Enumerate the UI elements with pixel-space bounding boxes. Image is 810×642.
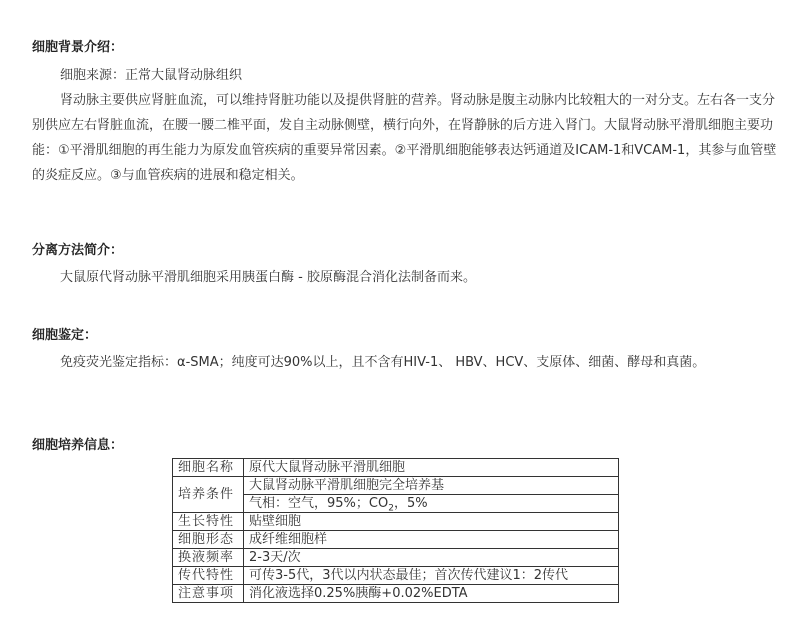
cell-source-text: 细胞来源：正常大鼠肾动脉组织 bbox=[60, 68, 243, 83]
table-row bbox=[173, 567, 619, 585]
gas-suffix: ，5% bbox=[393, 496, 428, 511]
row-label-conditions: 培养条件 bbox=[173, 477, 244, 513]
row-value-growth: 贴壁细胞 bbox=[244, 513, 619, 531]
table-row bbox=[173, 549, 619, 567]
background-paragraph: 肾动脉主要供应肾脏血流，可以维持肾脏功能以及提供肾脏的营养。肾动脉是腹主动脉内比较粗大的一对分支。左右各一支分别供应左右肾脏血流，在腰一腰二椎平面，发自主动脉侧壁，横行向外，在肾静脉的后方进入肾门。大鼠肾动脉平滑肌细胞主要功能：①平滑肌细胞的再生能力为原发血管疾病的重要异常因素。②平滑肌细胞能够表达钙通道及ICAM-1和VCAM-1，其参与血管壁的炎症反应。③与血管疾病的进展和稳定相关。 bbox=[32, 93, 777, 183]
isolation-text: 大鼠原代肾动脉平滑肌细胞采用胰蛋白酶 - 胶原酶混合消化法制备而来。 bbox=[60, 270, 476, 285]
isolation-method-section bbox=[32, 241, 778, 290]
culture-info-table bbox=[172, 458, 619, 603]
row-value-name: 原代大鼠肾动脉平滑肌细胞 bbox=[244, 459, 619, 477]
gas-prefix: 气相：空气，95%；CO bbox=[249, 496, 389, 511]
cell-background-section bbox=[32, 38, 778, 188]
table-row bbox=[173, 513, 619, 531]
row-label-morphology: 细胞形态 bbox=[173, 531, 244, 549]
row-value-medium: 大鼠肾动脉平滑肌细胞完全培养基 bbox=[244, 477, 619, 495]
section-heading-background: 细胞背景介绍： bbox=[32, 40, 124, 55]
culture-info-section bbox=[32, 436, 778, 601]
row-value-gas bbox=[244, 495, 619, 513]
identification-section bbox=[32, 326, 778, 375]
row-value-medium-change: 2-3天/次 bbox=[244, 549, 619, 567]
row-label-growth: 生长特性 bbox=[173, 513, 244, 531]
row-label-name: 细胞名称 bbox=[173, 459, 244, 477]
row-value-notes: 消化液选择0.25%胰酶+0.02%EDTA bbox=[244, 585, 619, 603]
section-heading-culture: 细胞培养信息： bbox=[32, 438, 124, 453]
table-row bbox=[173, 585, 619, 603]
row-label-passage: 传代特性 bbox=[173, 567, 244, 585]
table-row bbox=[173, 459, 619, 477]
identification-text: 免疫荧光鉴定指标：α-SMA；纯度可达90%以上，且不含有HIV-1、 HBV、HCV、支原体、细菌、酵母和真菌。 bbox=[60, 355, 706, 370]
row-value-passage: 可传3-5代，3代以内状态最佳；首次传代建议1：2传代 bbox=[244, 567, 619, 585]
gas-subscript: 2 bbox=[388, 503, 394, 514]
row-label-medium-change: 换液频率 bbox=[173, 549, 244, 567]
table-row bbox=[173, 477, 619, 495]
row-value-morphology: 成纤维细胞样 bbox=[244, 531, 619, 549]
section-heading-isolation: 分离方法简介： bbox=[32, 243, 124, 258]
table-row bbox=[173, 531, 619, 549]
row-label-notes: 注意事项 bbox=[173, 585, 244, 603]
section-heading-identification: 细胞鉴定： bbox=[32, 328, 98, 343]
